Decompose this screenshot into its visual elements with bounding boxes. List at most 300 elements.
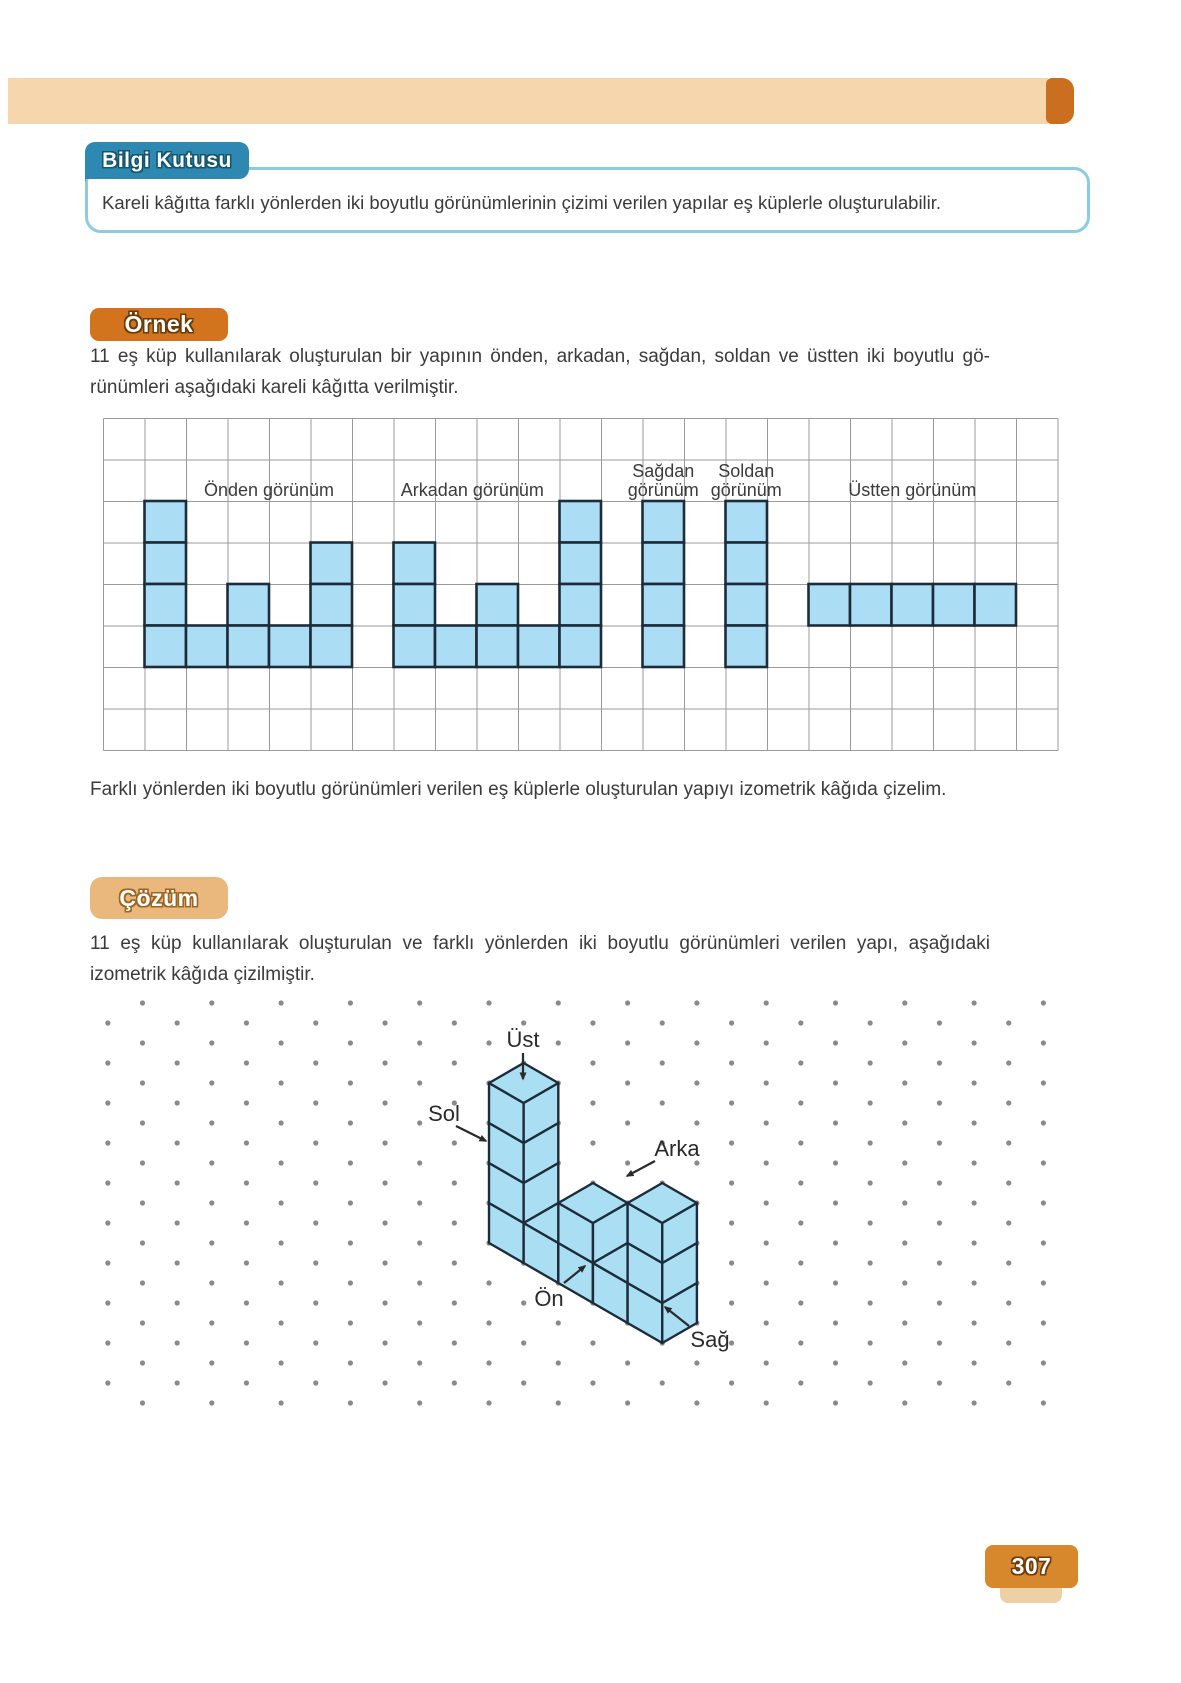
iso-dot xyxy=(105,1300,110,1305)
iso-dot xyxy=(868,1180,873,1185)
iso-dot xyxy=(313,1340,318,1345)
direction-label: Sağ xyxy=(690,1327,730,1352)
iso-dot xyxy=(972,1240,977,1245)
iso-dot xyxy=(348,1120,353,1125)
iso-dot xyxy=(209,1200,214,1205)
iso-dot xyxy=(521,1020,526,1025)
iso-dot xyxy=(590,1340,595,1345)
iso-dot xyxy=(175,1340,180,1345)
iso-dot xyxy=(729,1020,734,1025)
iso-dot xyxy=(382,1060,387,1065)
iso-dot xyxy=(209,1240,214,1245)
info-box-text: Kareli kâğıtta farklı yönlerden iki boyutlu görünümlerinin çizimi verilen yapılar eş küplerle oluşturulabilir. xyxy=(102,192,942,213)
iso-dot xyxy=(798,1260,803,1265)
view-label: Soldan xyxy=(718,461,775,481)
iso-dot xyxy=(798,1020,803,1025)
iso-dot xyxy=(902,1360,907,1365)
iso-dot xyxy=(937,1180,942,1185)
iso-dot xyxy=(764,1160,769,1165)
shaded-cell xyxy=(560,626,602,668)
iso-dot xyxy=(279,1200,284,1205)
iso-dot xyxy=(452,1340,457,1345)
shaded-cell xyxy=(643,543,685,585)
shaded-cell xyxy=(394,584,436,626)
iso-dot xyxy=(140,1320,145,1325)
iso-dot xyxy=(902,1400,907,1405)
iso-dot xyxy=(209,1040,214,1045)
iso-dot xyxy=(486,1280,491,1285)
iso-dot xyxy=(798,1140,803,1145)
iso-dot xyxy=(1041,1320,1046,1325)
view-arkadan xyxy=(394,480,602,667)
shaded-cell xyxy=(850,584,892,626)
paragraph-line: rünümleri aşağıdaki kareli kâğıtta verilmiştir. xyxy=(90,376,459,398)
view-sagdan xyxy=(628,461,699,667)
iso-dot xyxy=(452,1380,457,1385)
iso-dot xyxy=(140,1000,145,1005)
shaded-cell xyxy=(228,626,270,668)
view-label: görünüm xyxy=(627,480,699,500)
iso-dot xyxy=(729,1340,734,1345)
iso-dot xyxy=(105,1260,110,1265)
iso-dot xyxy=(105,1020,110,1025)
iso-dot xyxy=(175,1260,180,1265)
iso-dot xyxy=(382,1140,387,1145)
iso-dot xyxy=(313,1140,318,1145)
iso-dot xyxy=(313,1060,318,1065)
iso-dot xyxy=(833,1080,838,1085)
iso-dot xyxy=(486,1000,491,1005)
iso-dot xyxy=(972,1160,977,1165)
shaded-cell xyxy=(394,543,436,585)
iso-dot xyxy=(1041,1040,1046,1045)
iso-dot xyxy=(382,1020,387,1025)
example-paragraph xyxy=(90,342,990,403)
iso-dot xyxy=(729,1100,734,1105)
iso-dot xyxy=(868,1300,873,1305)
iso-dot xyxy=(1006,1140,1011,1145)
view-label: Üstten görünüm xyxy=(848,480,977,500)
iso-dot xyxy=(382,1180,387,1185)
iso-dot xyxy=(1006,1220,1011,1225)
iso-dot xyxy=(625,1120,630,1125)
iso-dot xyxy=(1006,1300,1011,1305)
iso-dot xyxy=(175,1100,180,1105)
iso-dot xyxy=(382,1100,387,1105)
iso-dot xyxy=(902,1120,907,1125)
iso-dot xyxy=(486,1040,491,1045)
iso-dot xyxy=(833,1040,838,1045)
iso-dot xyxy=(625,1080,630,1085)
iso-dot xyxy=(348,1080,353,1085)
iso-dot xyxy=(764,1000,769,1005)
iso-dot xyxy=(694,1160,699,1165)
iso-dot xyxy=(868,1060,873,1065)
iso-dot xyxy=(764,1360,769,1365)
iso-dot xyxy=(382,1340,387,1345)
iso-dot xyxy=(348,1000,353,1005)
iso-dot xyxy=(175,1180,180,1185)
iso-dot xyxy=(279,1000,284,1005)
iso-dot xyxy=(972,1120,977,1125)
iso-dot xyxy=(244,1100,249,1105)
view-soldan xyxy=(711,461,782,667)
iso-dot xyxy=(833,1400,838,1405)
iso-dot xyxy=(452,1260,457,1265)
iso-dot xyxy=(729,1180,734,1185)
iso-dot xyxy=(279,1320,284,1325)
iso-dot xyxy=(140,1360,145,1365)
example-badge-label: Örnek xyxy=(124,311,194,337)
iso-dot xyxy=(417,1040,422,1045)
solution-badge-label: Çözüm xyxy=(119,884,199,911)
shaded-cell xyxy=(560,501,602,543)
iso-dot xyxy=(902,1040,907,1045)
iso-dot xyxy=(833,1240,838,1245)
direction-label: Ön xyxy=(534,1286,564,1311)
iso-dot xyxy=(798,1180,803,1185)
iso-dot xyxy=(244,1300,249,1305)
iso-dot xyxy=(417,1120,422,1125)
iso-dot xyxy=(313,1300,318,1305)
top-banner-cap xyxy=(1046,78,1074,124)
iso-dot xyxy=(417,1360,422,1365)
direction-label: Üst xyxy=(506,1027,540,1052)
iso-dot xyxy=(1006,1180,1011,1185)
view-onden xyxy=(145,480,353,667)
iso-dot xyxy=(694,1000,699,1005)
iso-dot xyxy=(937,1140,942,1145)
direction-arrow xyxy=(627,1161,655,1176)
iso-dot xyxy=(729,1260,734,1265)
iso-dot xyxy=(417,1200,422,1205)
iso-dot xyxy=(244,1380,249,1385)
iso-dot xyxy=(140,1120,145,1125)
iso-dot xyxy=(972,1360,977,1365)
shaded-cell xyxy=(145,584,187,626)
page-number: 307 xyxy=(1011,1553,1052,1579)
iso-dot xyxy=(902,1080,907,1085)
iso-dot xyxy=(1041,1000,1046,1005)
iso-dot xyxy=(902,1000,907,1005)
iso-dot xyxy=(382,1380,387,1385)
iso-dot xyxy=(764,1200,769,1205)
iso-dot xyxy=(972,1400,977,1405)
iso-dot xyxy=(902,1200,907,1205)
iso-dot xyxy=(868,1380,873,1385)
shaded-cell xyxy=(933,584,975,626)
iso-dot xyxy=(625,1000,630,1005)
iso-dot xyxy=(486,1360,491,1365)
iso-dot xyxy=(417,1160,422,1165)
example-badge xyxy=(90,308,228,341)
iso-dot xyxy=(140,1240,145,1245)
top-banner xyxy=(8,78,1048,124)
iso-dot xyxy=(244,1340,249,1345)
iso-dot xyxy=(937,1380,942,1385)
iso-dot xyxy=(868,1340,873,1345)
iso-dot xyxy=(660,1100,665,1105)
iso-dot xyxy=(764,1240,769,1245)
iso-dot xyxy=(417,1080,422,1085)
iso-dot xyxy=(348,1360,353,1365)
shaded-cell xyxy=(560,543,602,585)
iso-dot xyxy=(313,1180,318,1185)
iso-dot xyxy=(175,1140,180,1145)
iso-dot xyxy=(972,1040,977,1045)
iso-dot xyxy=(590,1020,595,1025)
iso-dot xyxy=(382,1220,387,1225)
iso-dot xyxy=(105,1380,110,1385)
iso-dot xyxy=(937,1260,942,1265)
iso-dot xyxy=(279,1280,284,1285)
iso-dot xyxy=(140,1400,145,1405)
iso-dot xyxy=(244,1060,249,1065)
shaded-cell xyxy=(145,626,187,668)
iso-dot xyxy=(313,1020,318,1025)
iso-dot xyxy=(556,1400,561,1405)
shaded-cell xyxy=(643,626,685,668)
view-label: Arkadan görünüm xyxy=(400,480,544,500)
shaded-cell xyxy=(643,584,685,626)
iso-dot xyxy=(348,1320,353,1325)
iso-dot xyxy=(972,1280,977,1285)
iso-dot xyxy=(590,1100,595,1105)
direction-label: Sol xyxy=(428,1101,460,1126)
direction-arrow xyxy=(456,1126,486,1141)
iso-dot xyxy=(279,1240,284,1245)
shaded-cell xyxy=(726,543,768,585)
iso-dot xyxy=(729,1060,734,1065)
iso-dot xyxy=(937,1060,942,1065)
iso-dot xyxy=(452,1020,457,1025)
shaded-cell xyxy=(477,584,519,626)
shaded-cell xyxy=(560,584,602,626)
iso-dot xyxy=(660,1380,665,1385)
iso-dot xyxy=(798,1380,803,1385)
iso-dot xyxy=(1006,1020,1011,1025)
view-label: Önden görünüm xyxy=(203,480,335,500)
iso-dot xyxy=(417,1400,422,1405)
iso-dot xyxy=(382,1300,387,1305)
iso-dot xyxy=(348,1400,353,1405)
iso-dot xyxy=(590,1060,595,1065)
iso-dot xyxy=(140,1200,145,1205)
shaded-cell xyxy=(726,626,768,668)
iso-dot xyxy=(1041,1120,1046,1125)
iso-dot xyxy=(868,1100,873,1105)
iso-dot xyxy=(175,1060,180,1065)
view-label: Sağdan xyxy=(632,461,695,481)
shaded-cell xyxy=(311,584,353,626)
iso-dot xyxy=(313,1100,318,1105)
iso-dot xyxy=(521,1300,526,1305)
iso-dot xyxy=(694,1360,699,1365)
shaded-cell xyxy=(145,501,187,543)
iso-dot xyxy=(452,1140,457,1145)
iso-dot xyxy=(140,1280,145,1285)
iso-dot xyxy=(694,1120,699,1125)
iso-dot xyxy=(556,1000,561,1005)
info-box-tab xyxy=(85,142,249,179)
iso-dot xyxy=(694,1080,699,1085)
iso-dot xyxy=(313,1260,318,1265)
iso-dot xyxy=(209,1280,214,1285)
iso-dot xyxy=(556,1040,561,1045)
iso-dot xyxy=(937,1020,942,1025)
iso-dot xyxy=(729,1220,734,1225)
iso-dot xyxy=(313,1220,318,1225)
iso-dot xyxy=(729,1300,734,1305)
iso-dot xyxy=(868,1220,873,1225)
iso-dot xyxy=(486,1320,491,1325)
solution-badge xyxy=(90,877,228,919)
iso-dot xyxy=(798,1060,803,1065)
shaded-cell xyxy=(435,626,477,668)
iso-dot xyxy=(902,1320,907,1325)
view-label: görünüm xyxy=(710,480,782,500)
iso-dot xyxy=(1041,1200,1046,1205)
iso-dot xyxy=(764,1120,769,1125)
iso-dot xyxy=(556,1360,561,1365)
paragraph-line: 11 eş küp kullanılarak oluşturulan bir yapının önden, arkadan, sağdan, soldan ve üstten iki boyutlu gö- xyxy=(90,346,990,367)
iso-dot xyxy=(798,1100,803,1105)
iso-dot xyxy=(937,1100,942,1105)
iso-dot xyxy=(902,1240,907,1245)
iso-dot xyxy=(105,1220,110,1225)
iso-dot xyxy=(279,1360,284,1365)
iso-dot xyxy=(937,1340,942,1345)
shaded-cell xyxy=(269,626,311,668)
iso-dot xyxy=(244,1180,249,1185)
iso-dot xyxy=(1041,1240,1046,1245)
iso-dot xyxy=(209,1120,214,1125)
iso-dot xyxy=(452,1060,457,1065)
iso-dot xyxy=(140,1080,145,1085)
iso-dot xyxy=(105,1340,110,1345)
iso-dot xyxy=(972,1000,977,1005)
iso-dot xyxy=(868,1260,873,1265)
iso-dot xyxy=(417,1320,422,1325)
iso-dot xyxy=(625,1360,630,1365)
page-number-badge xyxy=(985,1545,1078,1588)
iso-dot xyxy=(313,1380,318,1385)
iso-dot xyxy=(694,1400,699,1405)
iso-dot xyxy=(694,1040,699,1045)
shaded-cell xyxy=(726,584,768,626)
iso-dot xyxy=(417,1280,422,1285)
iso-dot xyxy=(902,1160,907,1165)
square-grid-views-figure xyxy=(103,418,1059,752)
iso-dot xyxy=(868,1020,873,1025)
shaded-cell xyxy=(809,584,851,626)
iso-dot xyxy=(556,1320,561,1325)
iso-dot xyxy=(244,1220,249,1225)
iso-dot xyxy=(798,1340,803,1345)
iso-dot xyxy=(1041,1360,1046,1365)
iso-dot xyxy=(452,1220,457,1225)
iso-dot xyxy=(105,1140,110,1145)
shaded-cell xyxy=(975,584,1017,626)
iso-dot xyxy=(1041,1160,1046,1165)
iso-dot xyxy=(590,1380,595,1385)
iso-dot xyxy=(279,1080,284,1085)
iso-dot xyxy=(105,1180,110,1185)
iso-dot xyxy=(348,1040,353,1045)
iso-dot xyxy=(902,1280,907,1285)
iso-dot xyxy=(279,1160,284,1165)
iso-dot xyxy=(209,1400,214,1405)
iso-dot xyxy=(764,1320,769,1325)
iso-dot xyxy=(382,1260,387,1265)
iso-dot xyxy=(209,1360,214,1365)
shaded-cell xyxy=(726,501,768,543)
iso-dot xyxy=(417,1240,422,1245)
iso-dot xyxy=(833,1160,838,1165)
iso-dot xyxy=(452,1180,457,1185)
iso-dot xyxy=(452,1300,457,1305)
iso-dot xyxy=(175,1020,180,1025)
iso-dot xyxy=(798,1220,803,1225)
iso-dot xyxy=(833,1280,838,1285)
iso-dot xyxy=(417,1000,422,1005)
paragraph-line: izometrik kâğıda çizilmiştir. xyxy=(90,964,315,985)
iso-dot xyxy=(1041,1080,1046,1085)
iso-dot xyxy=(972,1320,977,1325)
shaded-cell xyxy=(394,626,436,668)
iso-dot xyxy=(348,1200,353,1205)
iso-dot xyxy=(764,1400,769,1405)
iso-dot xyxy=(972,1080,977,1085)
iso-dot xyxy=(521,1340,526,1345)
iso-dot xyxy=(209,1160,214,1165)
iso-dot xyxy=(175,1380,180,1385)
iso-dot xyxy=(625,1040,630,1045)
iso-dot xyxy=(1006,1340,1011,1345)
iso-dot xyxy=(209,1000,214,1005)
paragraph-line: 11 eş küp kullanılarak oluşturulan ve farklı yönlerden iki boyutlu görünümleri verilen yapı, aşağıdaki xyxy=(90,933,990,954)
iso-dot xyxy=(348,1280,353,1285)
shaded-cell xyxy=(518,626,560,668)
iso-dot xyxy=(660,1020,665,1025)
iso-dot xyxy=(244,1020,249,1025)
iso-dot xyxy=(105,1100,110,1105)
iso-dot xyxy=(1006,1380,1011,1385)
solution-paragraph xyxy=(90,928,990,990)
shaded-cell xyxy=(643,501,685,543)
iso-dot xyxy=(833,1320,838,1325)
iso-dot xyxy=(798,1300,803,1305)
iso-dot xyxy=(937,1220,942,1225)
iso-dot xyxy=(833,1200,838,1205)
iso-dot xyxy=(937,1300,942,1305)
iso-dot xyxy=(105,1060,110,1065)
iso-dot xyxy=(1041,1400,1046,1405)
iso-dot xyxy=(729,1140,734,1145)
iso-dot xyxy=(209,1320,214,1325)
iso-dot xyxy=(244,1140,249,1145)
shaded-cell xyxy=(477,626,519,668)
iso-dot xyxy=(729,1380,734,1385)
iso-dot xyxy=(972,1200,977,1205)
iso-dot xyxy=(348,1160,353,1165)
shaded-cell xyxy=(145,543,187,585)
iso-dot xyxy=(521,1380,526,1385)
direction-label: Arka xyxy=(654,1136,700,1161)
iso-dot xyxy=(1006,1100,1011,1105)
shaded-cell xyxy=(311,626,353,668)
iso-dot xyxy=(590,1140,595,1145)
